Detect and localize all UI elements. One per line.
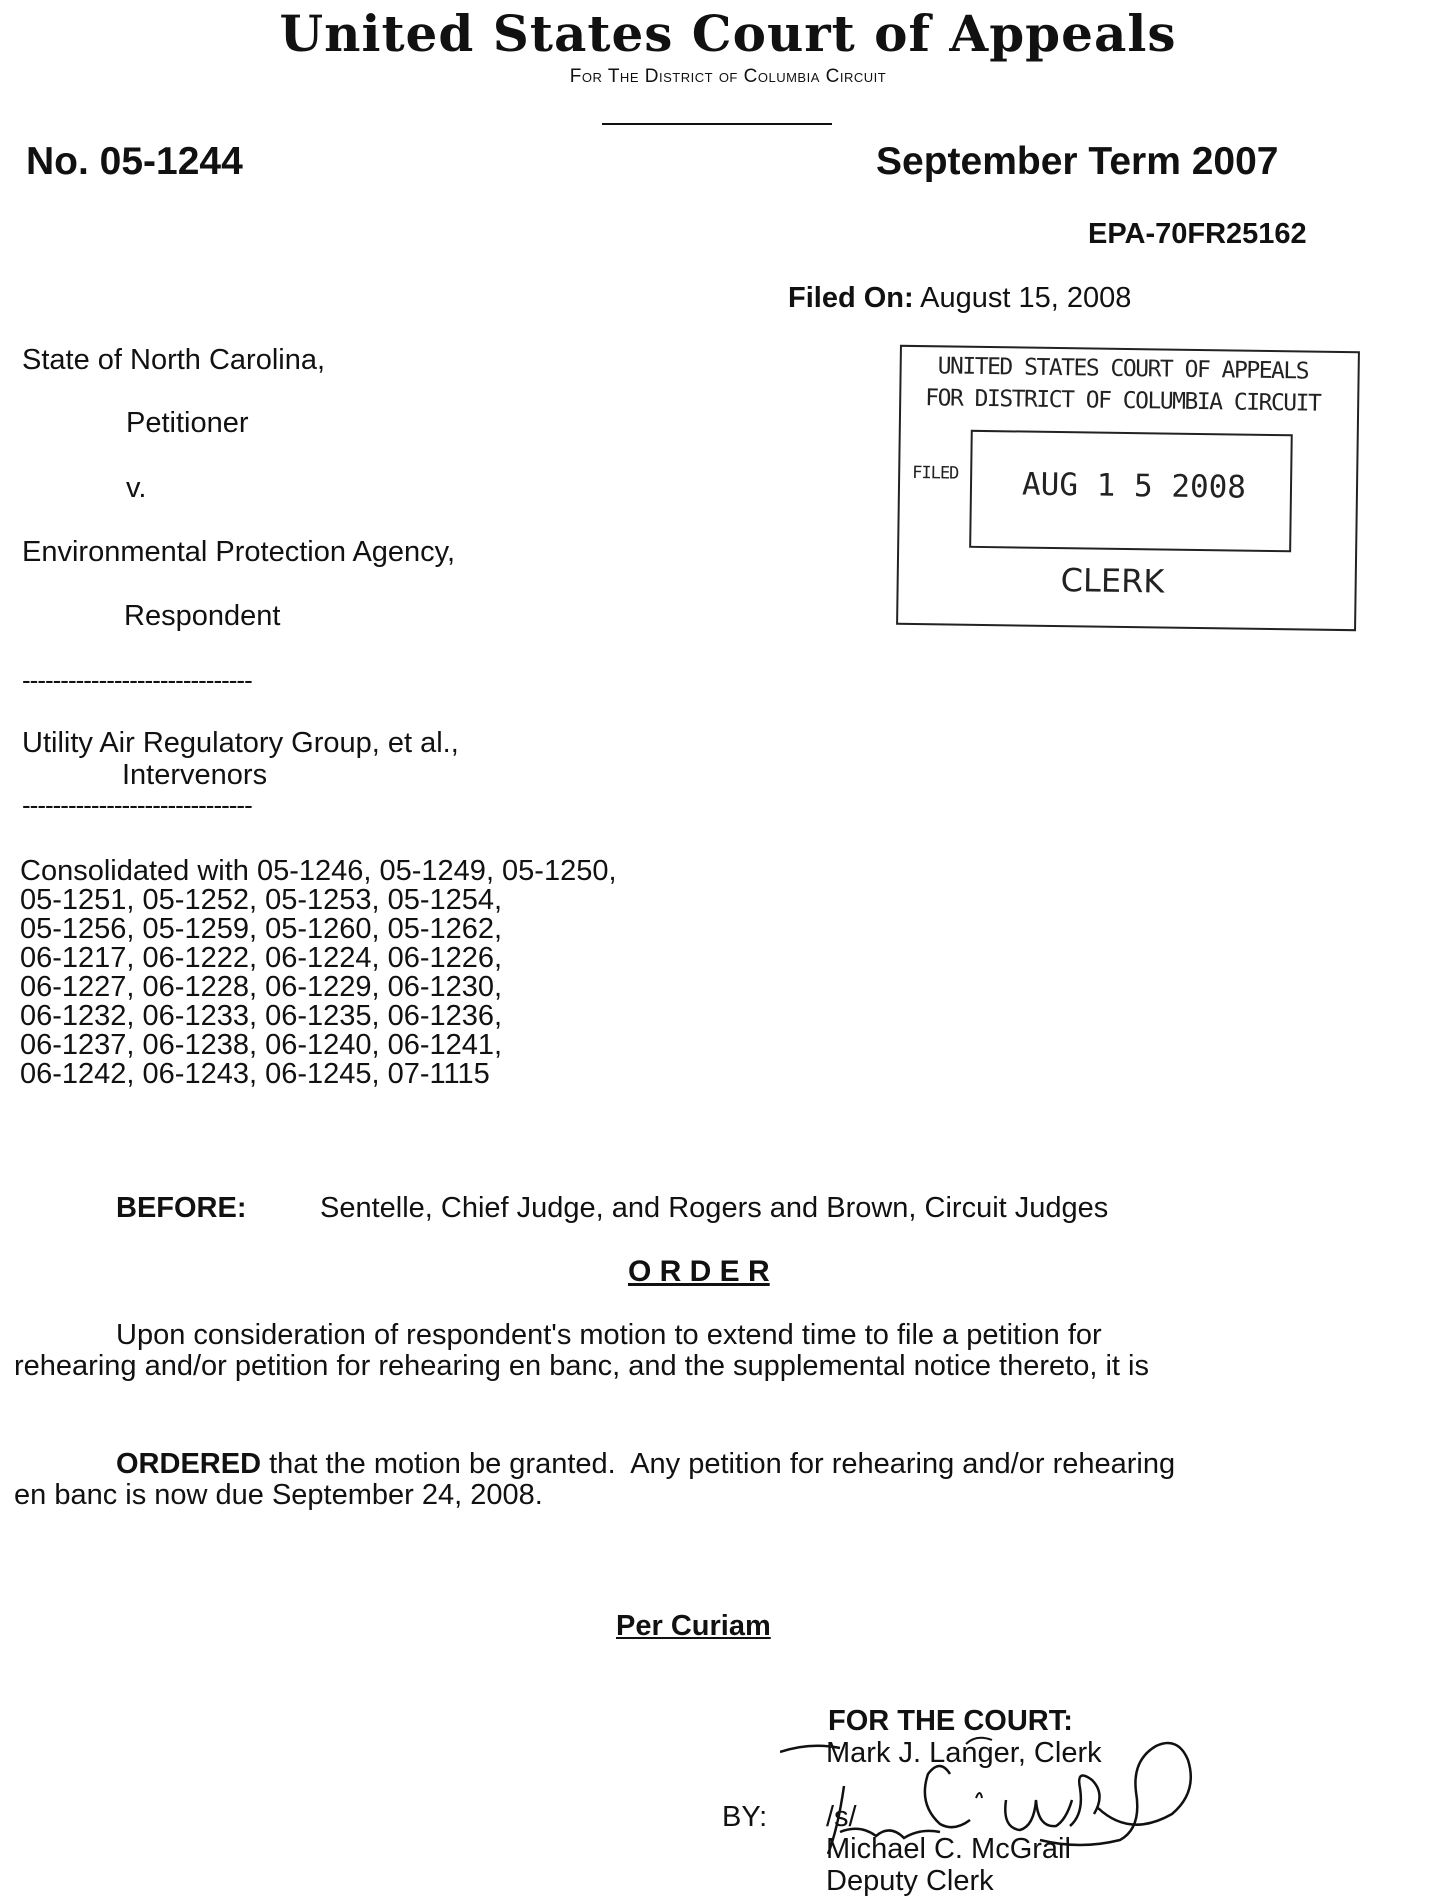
consolidated-line: 05-1256, 05-1259, 05-1260, 05-1262, bbox=[20, 913, 503, 945]
filed-stamp bbox=[896, 345, 1360, 631]
header-rule bbox=[602, 123, 832, 125]
clerk-name: Mark J. Langer, Clerk bbox=[826, 1737, 1102, 1769]
slash-s: /s/ bbox=[826, 1801, 857, 1833]
versus: v. bbox=[126, 472, 147, 504]
filed-on-label: Filed On: bbox=[788, 282, 914, 314]
agency-reference: EPA-70FR25162 bbox=[1088, 218, 1307, 250]
stamp-clerk: CLERK bbox=[1060, 561, 1165, 601]
consolidated-line: 06-1237, 06-1238, 06-1240, 06-1241, bbox=[20, 1029, 503, 1061]
consolidated-line: 05-1251, 05-1252, 05-1253, 05-1254, bbox=[20, 884, 503, 916]
separator-top: ------------------------------ bbox=[22, 665, 252, 695]
order-paragraph-2-text: that the motion be granted. Any petition for rehearing and/or rehearing bbox=[261, 1448, 1176, 1480]
term: September Term 2007 bbox=[876, 140, 1279, 183]
intervenor-name: Utility Air Regulatory Group, et al., bbox=[22, 727, 459, 759]
petitioner-name: State of North Carolina, bbox=[22, 344, 326, 376]
separator-bottom: ------------------------------ bbox=[22, 790, 252, 820]
respondent-role: Respondent bbox=[124, 600, 281, 632]
intervenor-role: Intervenors bbox=[122, 759, 268, 791]
petitioner-role: Petitioner bbox=[126, 407, 249, 439]
court-name: United States Court of Appeals bbox=[279, 4, 1177, 63]
order-paragraph-1-line-1: Upon consideration of respondent's motion to extend time to file a petition for bbox=[116, 1319, 1102, 1351]
per-curiam: Per Curiam bbox=[616, 1610, 771, 1642]
order-paragraph-2-line-1 bbox=[116, 1449, 1175, 1479]
deputy-clerk-name: Michael C. McGrail bbox=[826, 1833, 1071, 1865]
respondent-name: Environmental Protection Agency, bbox=[22, 536, 456, 568]
stamp-filed-label: FILED bbox=[912, 462, 959, 484]
consolidated-line: 06-1242, 06-1243, 06-1245, 07-1115 bbox=[20, 1058, 490, 1090]
consolidated-line: 06-1217, 06-1222, 06-1224, 06-1226, bbox=[20, 942, 503, 974]
handwritten-signature bbox=[780, 1728, 1200, 1858]
order-paragraph-1-line-2: rehearing and/or petition for rehearing en banc, and the supplemental notice thereto, it is bbox=[14, 1350, 1149, 1382]
stamp-date-box bbox=[969, 430, 1293, 552]
by-label: BY: bbox=[722, 1801, 768, 1833]
before-label: BEFORE: bbox=[116, 1192, 247, 1224]
stamp-line-2: FOR DISTRICT OF COLUMBIA CIRCUIT bbox=[925, 385, 1321, 417]
ordered-keyword: ORDERED bbox=[116, 1448, 262, 1480]
consolidated-line: 06-1227, 06-1228, 06-1229, 06-1230, bbox=[20, 971, 503, 1003]
stamp-line-1: UNITED STATES COURT OF APPEALS bbox=[937, 353, 1309, 385]
case-number: No. 05-1244 bbox=[26, 140, 243, 183]
court-district: For The District of Columbia Circuit bbox=[569, 66, 887, 87]
filed-on-date: August 15, 2008 bbox=[920, 282, 1132, 314]
stamp-date: AUG 1 5 2008 bbox=[1021, 466, 1247, 506]
before-judges: Sentelle, Chief Judge, and Rogers and Brown, Circuit Judges bbox=[320, 1192, 1109, 1224]
filed-on bbox=[788, 282, 1131, 315]
consolidated-line: Consolidated with 05-1246, 05-1249, 05-1250, bbox=[20, 855, 617, 887]
order-paragraph-2-line-2: en banc is now due September 24, 2008. bbox=[14, 1479, 543, 1511]
consolidated-line: 06-1232, 06-1233, 06-1235, 06-1236, bbox=[20, 1000, 503, 1032]
order-heading: O R D E R bbox=[628, 1255, 770, 1288]
deputy-clerk-title: Deputy Clerk bbox=[826, 1865, 994, 1897]
for-the-court: FOR THE COURT: bbox=[828, 1705, 1073, 1737]
